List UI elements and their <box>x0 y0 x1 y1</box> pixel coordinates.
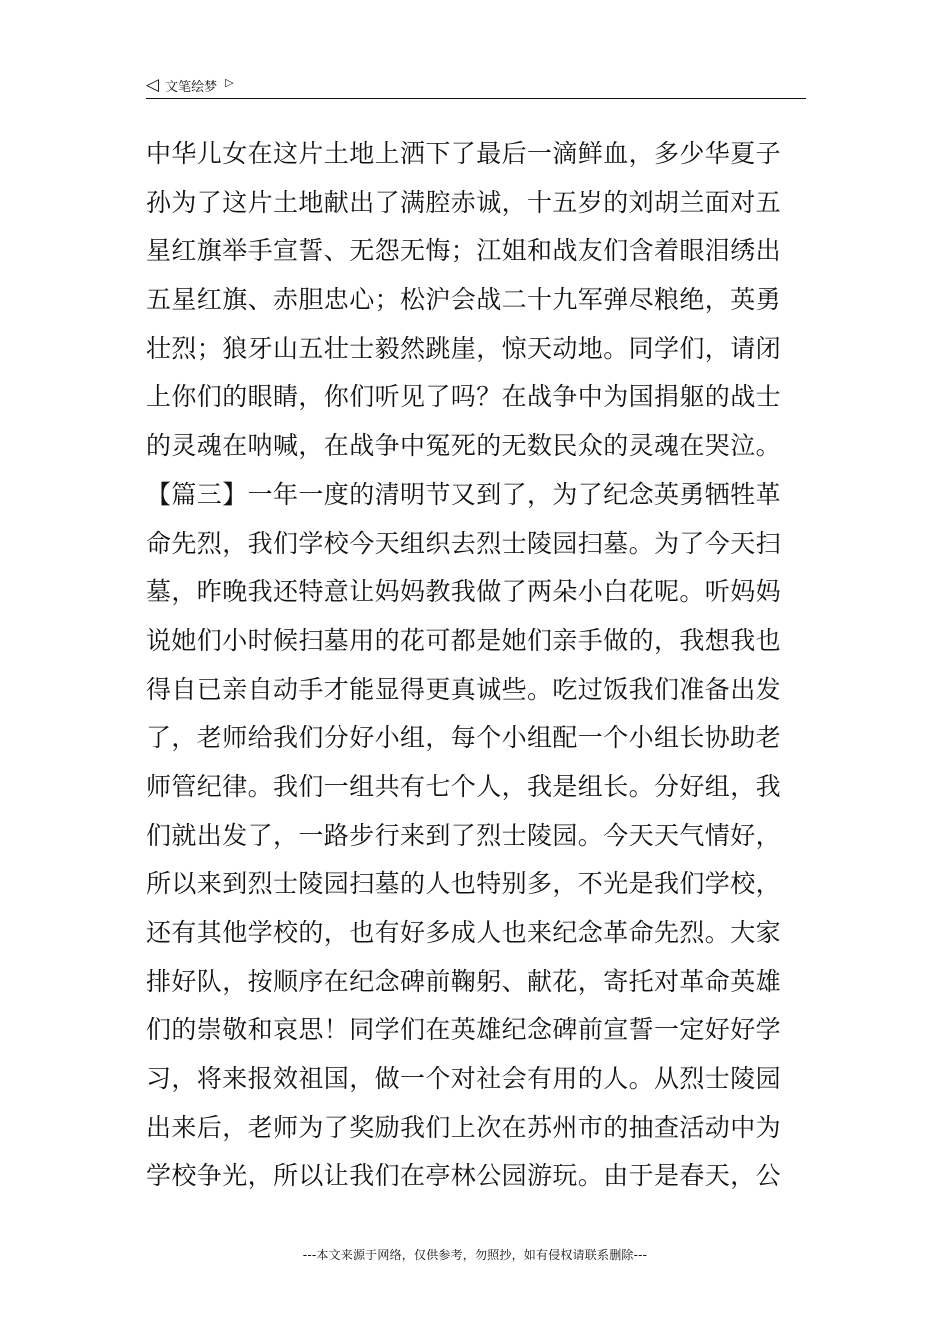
text-line: 还有其他学校的，也有好多成人也来纪念革命先烈。大家 <box>146 918 782 947</box>
text-line: 【篇三】一年一度的清明节又到了，为了纪念英勇牺牲革 <box>146 479 782 509</box>
text-line: 学校争光，所以让我们在亭林公园游玩。由于是春天，公 <box>146 1161 782 1191</box>
left-triangle-icon: ◁ <box>146 74 160 95</box>
text-line: 孙为了这片土地献出了满腔赤诚，十五岁的刘胡兰面对五 <box>146 187 782 217</box>
text-line: 了，老师给我们分好小组，每个小组配一个小组长协助老 <box>146 723 782 753</box>
text-line: 出来后，老师为了奖励我们上次在苏州市的抽查活动中为 <box>146 1112 782 1142</box>
text-line: 墓，昨晚我还特意让妈妈教我做了两朵小白花呢。听妈妈 <box>146 577 782 607</box>
text-line: 排好队，按顺序在纪念碑前鞠躬、献花，寄托对革命英雄 <box>146 966 782 996</box>
right-triangle-icon: ▷ <box>225 75 234 89</box>
text-line: 们就出发了，一路步行来到了烈士陵园。今天天气情好， <box>146 820 782 850</box>
text-line: 壮烈；狼牙山五壮士毅然跳崖，惊天动地。同学们，请闭 <box>146 333 782 363</box>
text-line: 中华儿女在这片土地上洒下了最后一滴鲜血，多少华夏子 <box>146 139 782 168</box>
text-line: 上你们的眼睛，你们听见了吗？在战争中为国捐躯的战士 <box>146 382 782 412</box>
text-line: 们的崇敬和哀思！同学们在英雄纪念碑前宣誓一定好好学 <box>146 1015 782 1045</box>
running-header <box>146 74 234 96</box>
text-line: 星红旗举手宣誓、无怨无悔；江姐和战友们含着眼泪绣出 <box>146 236 782 266</box>
footer-disclaimer: ---本文来源于网络，仅供参考，勿照抄，如有侵权请联系删除--- <box>302 1248 648 1262</box>
text-line: 师管纪律。我们一组共有七个人，我是组长。分好组，我 <box>146 771 782 801</box>
text-line: 习，将来报效祖国，做一个对社会有用的人。从烈士陵园 <box>146 1064 782 1094</box>
header-title: 文笔绘梦 <box>165 79 218 95</box>
text-line: 所以来到烈士陵园扫墓的人也特别多，不光是我们学校， <box>146 869 782 899</box>
body-text <box>146 130 810 1201</box>
text-line: 命先烈，我们学校今天组织去烈士陵园扫墓。为了今天扫 <box>146 528 782 558</box>
header-rule <box>146 98 806 99</box>
text-line: 的灵魂在呐喊，在战争中冤死的无数民众的灵魂在哭泣。 <box>146 431 782 461</box>
text-line: 五星红旗、赤胆忠心；松沪会战二十九军弹尽粮绝，英勇 <box>146 285 782 315</box>
text-line: 说她们小时候扫墓用的花可都是她们亲手做的，我想我也 <box>146 625 782 655</box>
text-line: 得自已亲自动手才能显得更真诚些。吃过饭我们准备出发 <box>146 674 782 704</box>
